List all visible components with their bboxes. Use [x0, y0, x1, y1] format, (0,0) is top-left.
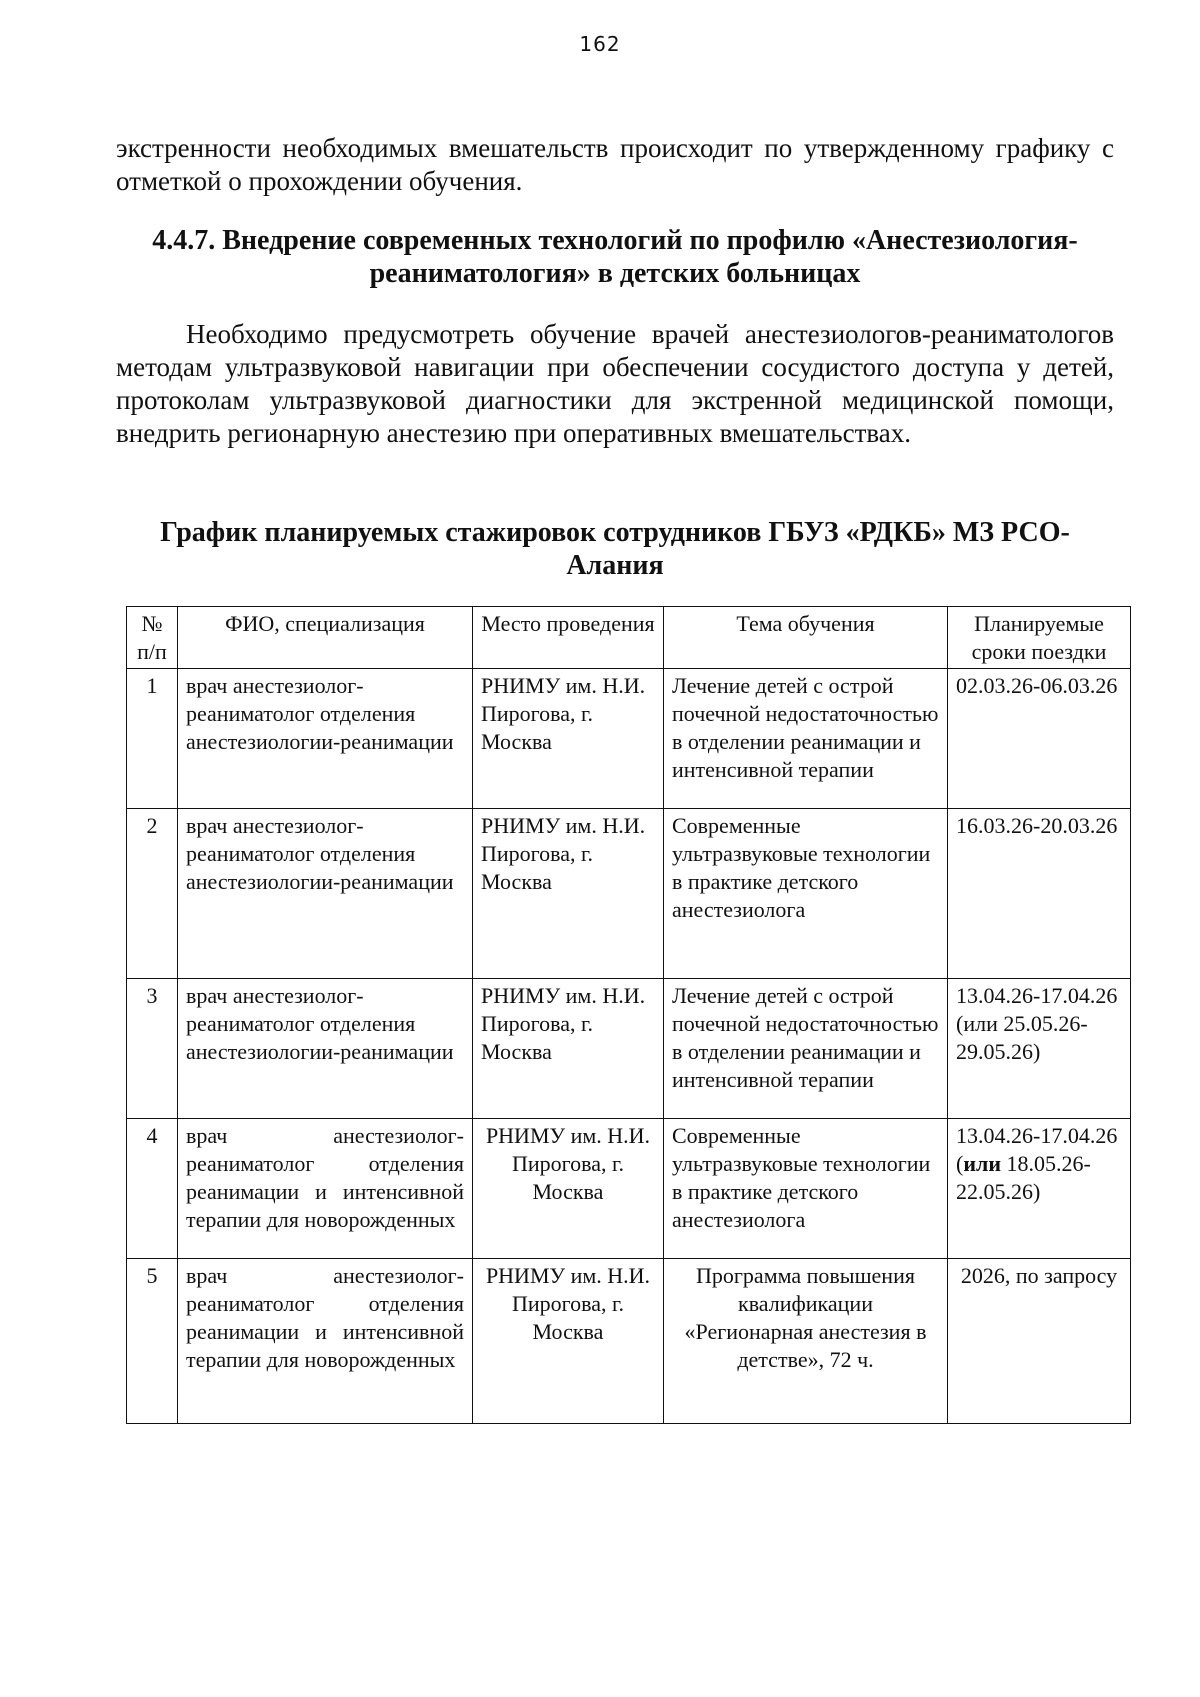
cell-topic: Лечение детей с острой почечной недостаточностью в отделении реанимации и интенсивной терапии	[664, 979, 948, 1119]
table-row	[127, 1259, 1131, 1424]
header-dates: Планируемые сроки поездки	[948, 607, 1131, 669]
section-number: 4.4.7	[152, 225, 209, 256]
cell-place: РНИМУ им. Н.И. Пирогова, г. Москва	[473, 1119, 664, 1259]
header-fio: ФИО, специализация	[178, 607, 473, 669]
table-title: График планируемых стажировок сотрудников ГБУЗ «РДКБ» МЗ РСО-Алания	[160, 517, 1070, 581]
table-row	[127, 809, 1131, 979]
intro-paragraph: экстренности необходимых вмешательств происходит по утвержденному графику с отметкой о прохождении обучения.	[116, 133, 1114, 196]
cell-fio: врач анестезиолог-реаниматолог отделения анестезиологии-реанимации	[178, 669, 473, 809]
cell-topic: Лечение детей с острой почечной недостаточностью в отделении реанимации и интенсивной терапии	[664, 669, 948, 809]
header-topic: Тема обучения	[664, 607, 948, 669]
cell-num: 3	[127, 979, 178, 1119]
cell-fio: врач анестезиолог-реаниматолог отделения анестезиологии-реанимации	[178, 979, 473, 1119]
dates-text-start: 13.04.26-17.04.26 (	[956, 1123, 1118, 1176]
cell-num: 1	[127, 669, 178, 809]
cell-dates	[948, 1119, 1131, 1259]
cell-place: РНИМУ им. Н.И. Пирогова, г. Москва	[473, 979, 664, 1119]
table-row	[127, 669, 1131, 809]
cell-place: РНИМУ им. Н.И. Пирогова, г. Москва	[473, 809, 664, 979]
dates-or-bold: или	[963, 1151, 1002, 1176]
page-number: 162	[579, 32, 621, 56]
header-place: Место проведения	[473, 607, 664, 669]
cell-dates: 16.03.26-20.03.26	[948, 809, 1131, 979]
cell-num: 4	[127, 1119, 178, 1259]
cell-place: РНИМУ им. Н.И. Пирогова, г. Москва	[473, 669, 664, 809]
cell-fio: врач анестезиолог-реаниматолог отделения анестезиологии-реанимации	[178, 809, 473, 979]
table-row	[127, 1119, 1131, 1259]
internship-schedule-table	[126, 606, 1131, 1424]
cell-num: 5	[127, 1259, 178, 1424]
table-header-row	[127, 607, 1131, 669]
cell-fio: врач анестезиолог-реаниматолог отделения реанимации и интенсивной терапии для новорожденных	[178, 1259, 473, 1424]
cell-num: 2	[127, 809, 178, 979]
table-row	[127, 979, 1131, 1119]
cell-topic: Современные ультразвуковые технологии в практике детского анестезиолога	[664, 809, 948, 979]
header-num: № п/п	[127, 607, 178, 669]
cell-fio: врач анестезиолог-реаниматолог отделения реанимации и интенсивной терапии для новорожденных	[178, 1119, 473, 1259]
cell-place: РНИМУ им. Н.И. Пирогова, г. Москва	[473, 1259, 664, 1424]
section-heading: 4.4.7. Внедрение современных технологий по профилю «Анестезиология-реаниматология» в детских больницах	[152, 225, 1078, 289]
cell-topic: Современные ультразвуковые технологии в практике детского анестезиолога	[664, 1119, 948, 1259]
cell-topic: Программа повышения квалификации «Регионарная анестезия в детстве», 72 ч.	[664, 1259, 948, 1424]
cell-dates: 2026, по запросу	[948, 1259, 1131, 1424]
cell-dates: 13.04.26-17.04.26 (или 25.05.26-29.05.26)	[948, 979, 1131, 1119]
dates-text-end: 18.05.26-22.05.26)	[956, 1151, 1091, 1204]
section-body: Необходимо предусмотреть обучение врачей анестезиологов-реаниматологов методам ультразвуковой навигации при обеспечении сосудистого доступа у детей, протоколам ультразвуковой диагностики для экстренной медицинской помощи, внедрить регионарную анестезию при оперативных вмешательствах.	[116, 319, 1114, 448]
section-title: Внедрение современных технологий по профилю «Анестезиология-реаниматология» в детских больницах	[222, 225, 1078, 289]
cell-dates: 02.03.26-06.03.26	[948, 669, 1131, 809]
